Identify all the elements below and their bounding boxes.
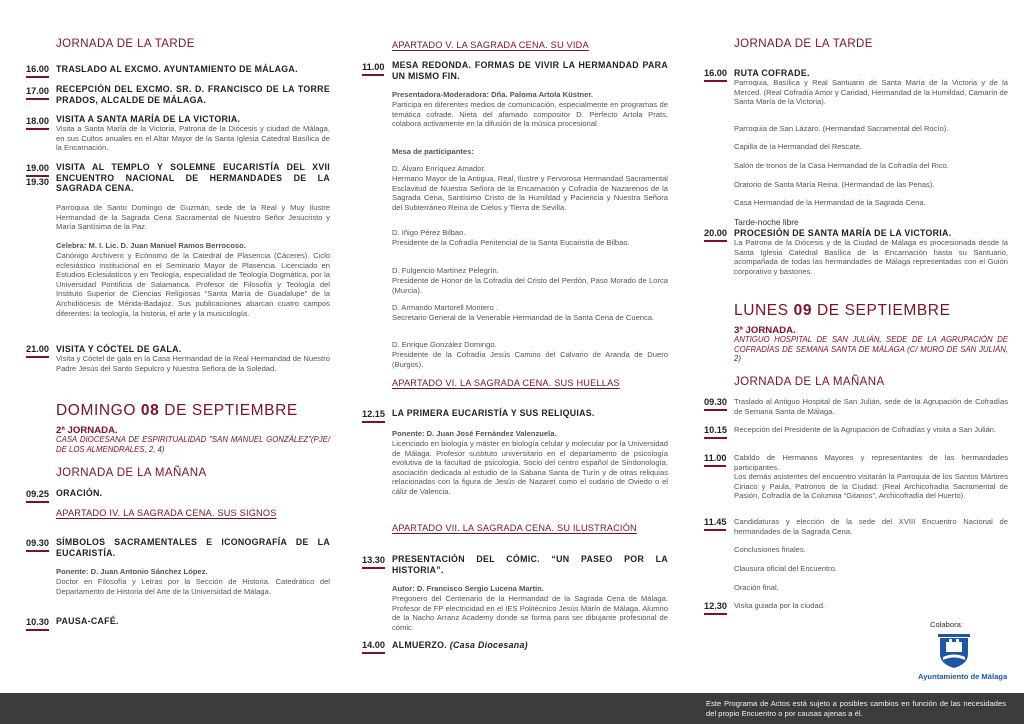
free-time: Tarde-noche libre [734,217,799,227]
closing-item: Oración final. [734,583,779,592]
event-time: 16.00 [704,68,727,82]
event-text: Parroquia de Santo Domingo de Guzmán, sede de la Real y Muy Ilustre Hermandad de la Sagrada Cena Sacramental de Nuestro Señor Jesucristo y María Santísima de la Paz. [56,203,330,232]
event-title: VISITA A SANTA MARÍA DE LA VICTORIA. [56,114,241,124]
event-time: 10.15 [704,425,727,439]
sponsor-name: Ayuntamiento de Málaga [918,672,1008,681]
event-time: 11.00 [704,453,726,467]
event-text: Los demás asistentes del encuentro visitarán la Parroquia de los Santos Mártires Ciriaco y Paula, Patronos de la Ciudad. (Real Archicofradía Sacramental de Pasión, Cofradía de la Columna “Gitanos”, Archicofradía del Huerto). [734,472,1008,501]
event-text: Traslado al Antiguo Hospital de San Julián, sede de la Agrupación de Cofradías de Semana Santa de Málaga. [734,397,1008,416]
event-title: PRESENTACIÓN DEL CÓMIC. “UN PASEO POR LA HISTORIA”. [392,554,668,575]
participant-bio: Presidente de Honor de la Cofradía del Cristo del Perdón, Paso Morado de Lorca (Murcia). [392,276,668,295]
event-time: 16.00 [26,64,49,78]
event-title: SÍMBOLOS SACRAMENTALES E ICONOGRAFÍA DE LA EUCARISTÍA. [56,537,330,558]
section-header: JORNADA DE LA TARDE [56,38,195,50]
event-title: RUTA COFRADE. [734,68,810,78]
malaga-shield-icon [934,632,974,670]
moderator: Presentadora-Moderadora: Dña. Paloma Artola Küstner. [392,90,594,99]
moderator-bio: Participa en diferentes medios de comunicación, especialmente en programas de temática cofrade. Nieta del afamado compositor D. Perfecto Artola Prats, colabora activamente en la difusión de la música procesional. [392,100,668,129]
route-stop: Salón de tronos de la Casa Hermandad de la Cofradía del Rico. [734,161,949,170]
event-text: La Patrona de la Diócesis y de la Ciudad de Málaga es procesionada desde la Santa Iglesia Catedral Basílica de la Encarnación hasta su Santuario, acompañada de todas las hermandades de Málaga representadas con el Guión corporativo y bastones. [734,238,1008,276]
event-time: 12.15 [362,409,385,423]
participant-name: D. Iñigo Pérez Bilbao. [392,228,466,237]
event-title: PROCESIÓN DE SANTA MARÍA DE LA VICTORIA. [734,228,952,238]
route-stop: Capilla de la Hermandad del Rescate. [734,142,862,151]
celebrant: Celebra: M. I. Lic. D. Juan Manuel Ramos Berrocoso. [56,241,246,250]
day-heading: DOMINGO 08 DE SEPTIEMBRE [56,402,298,419]
event-title: RECEPCIÓN DEL EXCMO. SR. D. FRANCISCO DE LA TORRE PRADOS, ALCALDE DE MÁLAGA. [56,84,330,105]
celebrant-bio: Canónigo Archivero y Ecónomo de la Catedral de Plasencia (Cáceres). Ciclo eclesiástico institucional en el Seminario Mayor de Plasencia. Licenciado en Estudios Eclesiásticos y en Teología, especialidad de Teología Dogmática, por la Universidad Pontificia de Salamanca. Profesor de Filosofía y Teología del Instituto Superior de Ciencias Religiosas "Santa María de Guadalupe" de la Archidiócesis de Mérida-Badajoz. Sus publicaciones abarcan cuatro campos diferentes: la teología, la historia, el arte y la musicología. [56,251,330,318]
participant-name: D. Fulgencio Martínez Pelegrín. [392,266,499,275]
day-heading: LUNES 09 DE SEPTIEMBRE [734,302,951,319]
apartado-heading: APARTADO V. LA SAGRADA CENA. SU VIDA [392,40,589,50]
participant-bio: Secretario General de la Venerable Hermandad de la Santa Cena de Cuenca. [392,313,655,322]
participant-name: D. Enrique González Domingo. [392,340,497,349]
event-time: 13.30 [362,555,385,569]
participant-bio: Presidente de la Cofradía Penitencial de la Santa Eucaristía de Bilbao. [392,238,630,247]
event-text: Visita a Santa María de la Victoria, Patrona de la Diócesis y ciudad de Málaga, en sus Cultos anuales en el Altar Mayor de la Santa Iglesia Catedral Basílica de la Encarnación. [56,124,330,153]
author-bio: Pregonero del Centenario de la Hermandad de la Sagrada Cena de Málaga. Profesor de FP electricidad en el IES Politécnico Jesús Marín de Málaga. Alumno de la Nacho Arranz Academy donde se forma para ser dibujante profesional de cómic. [392,594,668,632]
event-title: MESA REDONDA. FORMAS DE VIVIR LA HERMANDAD PARA UN MISMO FIN. [392,60,668,81]
event-text: Cabildo de Hermanos Mayores y representantes de las hermandades participantes. [734,453,1008,472]
footer-disclaimer: Este Programa de Actos está sujeto a posibles cambios en función de las necesidades del propio Encuentro o por causas ajenas a él. [706,699,1006,718]
jornada-place: CASA DIOCESANA DE ESPIRITUALIDAD "SAN MANUEL GONZÁLEZ"(PJE/ DE LOS ALMENDRALES, 2, 4) [56,435,330,454]
section-header: JORNADA DE LA MAÑANA [734,376,885,388]
closing-item: Clausura oficial del Encuentro. [734,564,837,573]
event-time: 10.30 [26,617,49,631]
event-text: Visita guiada por la ciudad. [734,601,826,610]
event-time: 11.45 [704,517,726,531]
event-title: PAUSA-CAFÉ. [56,616,119,626]
route-stop: Parroquia de San Lázaro. (Hermandad Sacramental del Rocío). [734,124,949,133]
panel-heading: Mesa de participantes: [392,147,474,156]
jornada-title: 2ª JORNADA. [56,425,118,436]
event-time-secondary: 19.30 [26,177,49,187]
sponsor-label: Colabora: [930,620,963,629]
closing-item: Conclusiones finales. [734,545,806,554]
event-title: ORACIÓN. [56,488,103,498]
apartado-heading: APARTADO IV. LA SAGRADA CENA. SUS SIGNOS [56,508,277,518]
event-time: 09.30 [704,397,727,411]
event-title: LA PRIMERA EUCARISTÍA Y SUS RELIQUIAS. [392,408,595,418]
apartado-heading: APARTADO VI. LA SAGRADA CENA. SUS HUELLAS [392,378,620,388]
participant-name: D. Armando Martorell Montero . [392,303,498,312]
route-stop: Oratorio de Santa María Reina. (Hermandad de las Penas). [734,180,935,189]
footer-bar [0,693,1024,724]
event-title: VISITA Y CÓCTEL DE GALA. [56,344,182,354]
event-title: ALMUERZO. (Casa Diocesana) [392,640,528,650]
participant-name: D. Álvaro Enríquez Amador. [392,164,486,173]
event-time: 14.00 [362,640,385,654]
event-time: 19.00 [26,163,49,177]
event-time: 18.00 [26,116,49,130]
event-text: Recepción del Presidente de la Agrupación de Cofradías y visita a San Julián. [734,425,997,434]
speaker-bio: Licenciado en biología y máster en biología celular y molecular por la Universidad de Málaga. Profesor sustituto universitario en el departamento de psicología evolutiva de la facultad de psicología. Socio del centro español de Sindonología, asociación dedicada al estudio de la Sábana Santa de Turín y de otras reliquias relacionadas con la figura de Jesús de Nazaret como el sudario de Oviedo o el cáliz de Valencia. [392,439,668,496]
event-title: VISITA AL TEMPLO Y SOLEMNE EUCARISTÍA DEL XVII ENCUENTRO NACIONAL DE HERMANDADES DE LA SAGRADA CENA. [56,162,330,194]
event-time: 12.30 [704,601,727,615]
speaker: Ponente: D. Juan José Fernández Valenzuela. [392,429,557,438]
event-time: 21.00 [26,344,49,358]
event-time: 17.00 [26,86,49,100]
speaker-bio: Doctor en Filosofía y Letras por la Sección de Historia. Catedrático del Departamento de Historia del Arte de la Universidad de Málaga. [56,577,330,596]
jornada-title: 3ª JORNADA. [734,325,796,336]
event-text: Candidaturas y elección de la sede del XVIII Encuentro Nacional de hermandades de la Sagrada Cena. [734,517,1008,536]
route-stop: Parroquia, Basílica y Real Santuario de Santa María de la Victoria y de la Merced. (Real Cofradía Amor y Caridad, Hermandad de la Humildad, Camarín de Santa María de la Victoria). [734,78,1008,107]
apartado-heading: APARTADO VII. LA SAGRADA CENA. SU ILUSTRACIÓN [392,523,637,533]
event-time: 09.30 [26,538,49,552]
event-title: TRASLADO AL EXCMO. AYUNTAMIENTO DE MÁLAGA. [56,64,298,74]
jornada-place: ANTIGUO HOSPITAL DE SAN JULIÁN, SEDE DE LA AGRUPACIÓN DE COFRADÍAS DE SEMANA SANTA DE MÁLAGA (C/ MURO DE SAN JULIÁN, 2) [734,335,1008,364]
section-header: JORNADA DE LA MAÑANA [56,467,207,479]
section-header: JORNADA DE LA TARDE [734,38,873,50]
participant-bio: Presidente de la Cofradía Jesús Camino del Calvario de Aranda de Duero (Burgos). [392,350,668,369]
speaker: Ponente: D. Juan Antonio Sánchez López. [56,567,208,576]
route-stop: Casa Hermandad de la Hermandad de la Sagrada Cena. [734,198,926,207]
event-text: Visita y Cóctel de gala en la Casa Hermandad de la Real Hermandad de Nuestro Padre Jesús del Santo Sepulcro y Nuestra Señora de la Soledad. [56,354,330,373]
author: Autor: D. Francisco Sergio Lucena Martín. [392,584,544,593]
event-time: 20.00 [704,228,727,242]
event-time: 11.00 [362,62,384,76]
participant-bio: Hermano Mayor de la Antigua, Real, Ilustre y Fervorosa Hermandad Sacramental Esclavitud de Nuestra Señora de la Encarnación y Cofradía de Nazarenos de la Sagrada Cena, Santísimo Cristo de la Humildad y Paciencia y Nuestra Señora del Subterráneo Reina de Cielos y Tierra de Sevilla. [392,174,668,212]
event-time: 09.25 [26,489,49,503]
